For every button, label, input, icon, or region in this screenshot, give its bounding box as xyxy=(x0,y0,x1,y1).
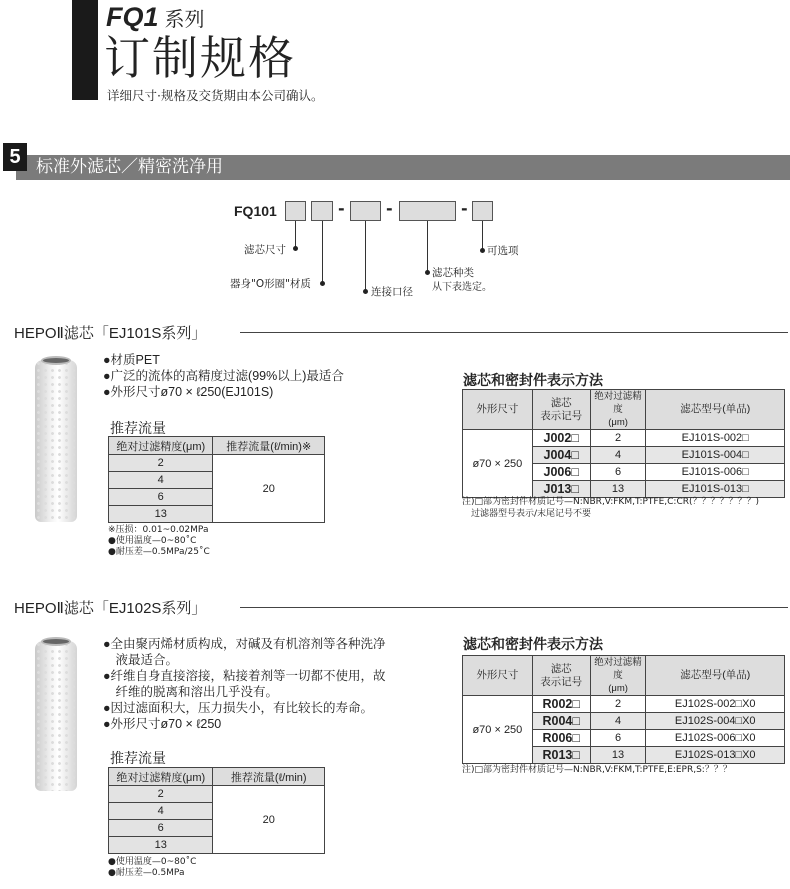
spec-code: R013□ xyxy=(532,747,590,764)
spec-model: EJ102S-004□X0 xyxy=(646,713,785,730)
series-suffix: 系列 xyxy=(164,9,205,31)
spec-title: 滤芯和密封件表示方法 xyxy=(463,637,603,653)
spec-code: J002□ xyxy=(532,430,590,447)
flow-precision: 6 xyxy=(109,489,213,506)
spec-precision: 2 xyxy=(590,430,646,447)
spec-code: J006□ xyxy=(532,464,590,481)
filter-image xyxy=(35,641,77,791)
flow-precision: 13 xyxy=(109,837,213,854)
spec-precision: 4 xyxy=(590,713,646,730)
spec-header: 外形尺寸 xyxy=(463,390,533,430)
code-dash: - xyxy=(386,199,393,218)
spec-precision: 6 xyxy=(590,730,646,747)
flow-title: 推荐流量 xyxy=(110,751,166,767)
product-title: HEPOⅡ滤芯「EJ101S系列」 xyxy=(14,325,207,342)
series-code: FQ1 xyxy=(106,2,159,32)
spec-table xyxy=(462,655,785,764)
spec-size: ø70 × 250 xyxy=(463,696,533,764)
spec-notes xyxy=(462,496,759,520)
feature-item: ●广泛的流体的高精度过滤(99%以上)最适合 xyxy=(103,369,344,383)
note-item: ※压损：0.01~0.02MPa xyxy=(108,525,209,535)
spec-code: J004□ xyxy=(532,447,590,464)
spec-header: 滤芯 表示记号 xyxy=(532,390,590,430)
note-item: ●使用温度—0~80˚C xyxy=(108,857,197,867)
spec-code: J013□ xyxy=(532,481,590,498)
table-row xyxy=(463,696,785,713)
flow-precision: 2 xyxy=(109,786,213,803)
label-element-note: 从下表选定。 xyxy=(432,282,492,293)
flow-table xyxy=(108,436,325,523)
table-row xyxy=(463,430,785,447)
title-rule xyxy=(240,607,788,608)
spec-code: R004□ xyxy=(532,713,590,730)
flow-value: 20 xyxy=(213,455,325,523)
feature-item: ●材质PET xyxy=(103,353,160,367)
code-box-port xyxy=(350,201,381,221)
feature-item: ●全由聚丙烯材质构成，对碱及有机溶剂等各种洗净 xyxy=(103,637,386,651)
spec-model: EJ102S-013□X0 xyxy=(646,747,785,764)
page-title: 订制规格 xyxy=(104,31,296,85)
page-subtitle: 详细尺寸·规格及交货期由本公司确认。 xyxy=(107,88,324,103)
spec-model: EJ101S-004□ xyxy=(646,447,785,464)
spec-header: 滤芯型号(单品) xyxy=(646,390,785,430)
spec-model: EJ102S-002□X0 xyxy=(646,696,785,713)
flow-header: 推荐流量(ℓ/min) xyxy=(213,768,325,786)
series-label xyxy=(106,2,205,33)
spec-model: EJ102S-006□X0 xyxy=(646,730,785,747)
flow-precision: 4 xyxy=(109,803,213,820)
label-element: 滤芯种类 xyxy=(432,267,474,279)
spec-header: 绝对过滤精度 (μm) xyxy=(590,656,646,696)
spec-code: R006□ xyxy=(532,730,590,747)
spec-precision: 13 xyxy=(590,481,646,498)
flow-notes xyxy=(108,857,196,879)
spec-title: 滤芯和密封件表示方法 xyxy=(463,373,603,389)
spec-notes xyxy=(462,764,732,776)
spec-model: EJ101S-006□ xyxy=(646,464,785,481)
code-dash: - xyxy=(338,199,345,218)
filter-cap xyxy=(41,637,71,646)
table-row xyxy=(109,786,325,803)
note-item: 过滤器型号表示/末尾记号不要 xyxy=(462,509,592,519)
feature-list xyxy=(103,636,386,732)
spec-precision: 6 xyxy=(590,464,646,481)
feature-item: ●纤维自身直接溶接，粘接着剂等一切都不使用，故 xyxy=(103,669,386,683)
flow-value: 20 xyxy=(213,786,325,854)
spec-precision: 2 xyxy=(590,696,646,713)
model-prefix: FQ101 xyxy=(234,203,277,219)
flow-notes xyxy=(108,525,210,558)
spec-precision: 4 xyxy=(590,447,646,464)
note-item: ●耐压差—0.5MPa/25˚C xyxy=(108,547,210,557)
code-box-size xyxy=(285,201,306,221)
flow-header: 绝对过滤精度(μm) xyxy=(109,437,213,455)
spec-table xyxy=(462,389,785,498)
spec-size: ø70 × 250 xyxy=(463,430,533,498)
feature-item: ●因过滤面积大，压力损失小，有比较长的寿命。 xyxy=(103,701,374,715)
feature-item: ●外形尺寸ø70 × ℓ250(EJ101S) xyxy=(103,385,274,399)
spec-header: 滤芯 表示记号 xyxy=(532,656,590,696)
table-row xyxy=(109,455,325,472)
feature-item: ●外形尺寸ø70 × ℓ250 xyxy=(103,717,222,731)
spec-code: R002□ xyxy=(532,696,590,713)
flow-precision: 4 xyxy=(109,472,213,489)
code-dash: - xyxy=(461,199,468,218)
label-port: 连接口径 xyxy=(371,286,413,298)
product-title: HEPOⅡ滤芯「EJ102S系列」 xyxy=(14,600,207,617)
flow-table xyxy=(108,767,325,854)
note-item: ●使用温度—0~80˚C xyxy=(108,536,197,546)
note-item: 注)□部为密封件材质记号—N:NBR,V:FKM,T:PTFE,E:EPR,S:？？？ xyxy=(462,765,732,775)
label-oring: 器身"O形圈"材质 xyxy=(230,278,311,290)
note-item: 注)□部为密封件材质记号—N:NBR,V:FKM,T:PTFE,C:CR(？？？？？？？) xyxy=(462,497,760,507)
code-box-element xyxy=(399,201,456,221)
spec-model: EJ101S-002□ xyxy=(646,430,785,447)
feature-item: 液最适合。 xyxy=(103,653,179,667)
spec-model: EJ101S-013□ xyxy=(646,481,785,498)
flow-header: 推荐流量(ℓ/min)※ xyxy=(213,437,325,455)
flow-title: 推荐流量 xyxy=(110,421,166,437)
flow-precision: 6 xyxy=(109,820,213,837)
feature-list xyxy=(103,352,344,400)
spec-header: 绝对过滤精度 (μm) xyxy=(590,390,646,430)
section-title: 标准外滤芯／精密洗净用 xyxy=(16,155,790,180)
flow-precision: 2 xyxy=(109,455,213,472)
title-rule xyxy=(240,332,788,333)
spec-precision: 13 xyxy=(590,747,646,764)
spec-header: 滤芯型号(单品) xyxy=(646,656,785,696)
feature-item: 纤维的脱离和溶出几乎没有。 xyxy=(103,685,279,699)
title-accent-bar xyxy=(72,0,98,100)
filter-cap xyxy=(41,356,71,365)
flow-precision: 13 xyxy=(109,506,213,523)
flow-header: 绝对过滤精度(μm) xyxy=(109,768,213,786)
code-box-oring xyxy=(311,201,333,221)
filter-image xyxy=(35,360,77,522)
label-size: 滤芯尺寸 xyxy=(244,244,286,256)
label-option: 可选项 xyxy=(487,245,519,257)
section-number: 5 xyxy=(3,143,27,171)
code-box-option xyxy=(472,201,493,221)
spec-header: 外形尺寸 xyxy=(463,656,533,696)
note-item: ●耐压差—0.5MPa xyxy=(108,868,185,878)
